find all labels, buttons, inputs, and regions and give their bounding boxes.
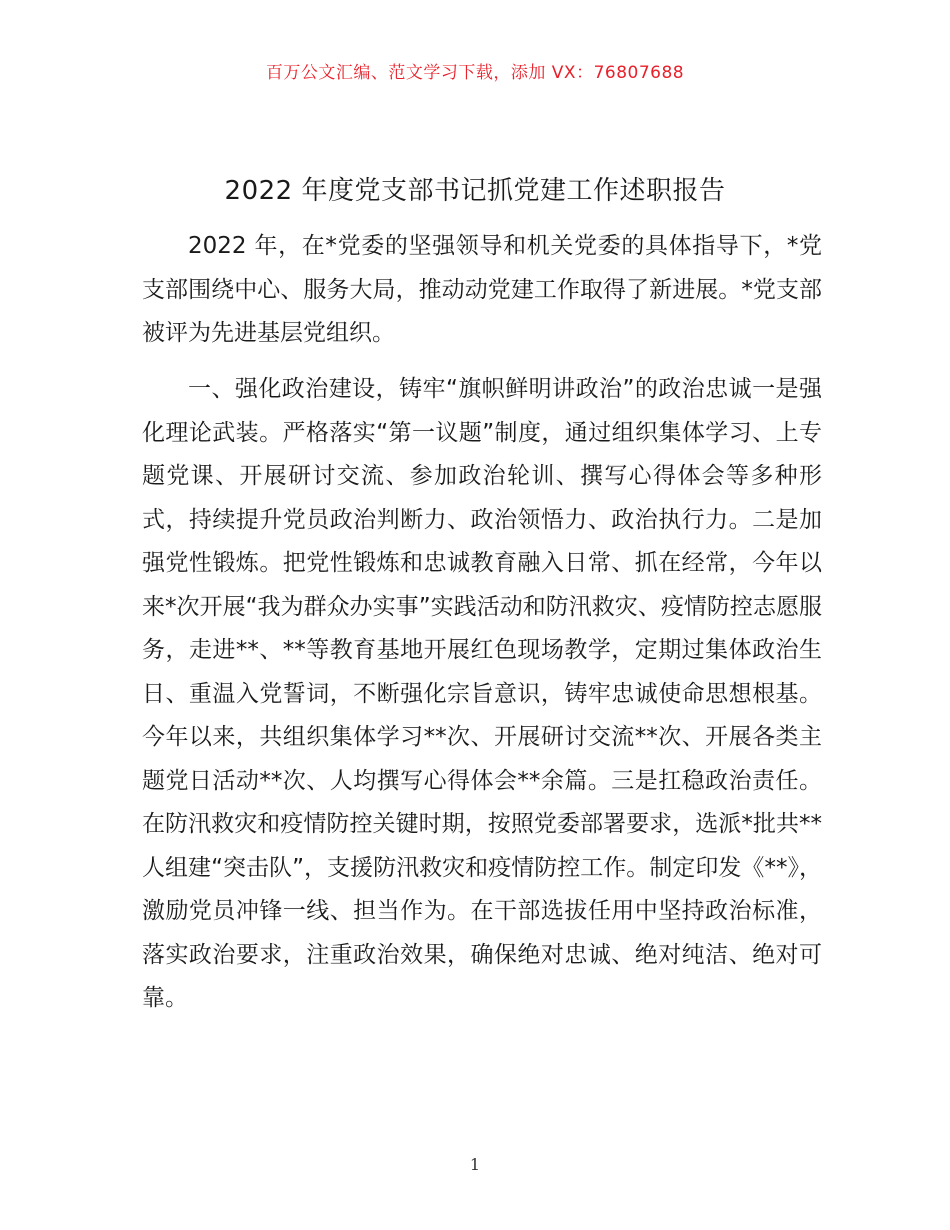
header-watermark-note: 百万公文汇编、范文学习下载，添加 VX：76807688 xyxy=(265,63,685,83)
section-one-paragraph: 一、强化政治建设，铸牢“旗帜鲜明讲政治”的政治忠诚一是强化理论武装。严格落实“第一议题”制度，通过组织集体学习、上专题党课、开展研讨交流、参加政治轮训、撰写心得体会等多种形式，持续提升党员政治判断力、政治领悟力、政治执行力。二是加强党性锻炼。把党性锻炼和忠诚教育融入日常、抓在经常，今年以来*次开展“我为群众办实事”实践活动和防汛救灾、疫情防控志愿服务，走进**、**等教育基地开展红色现场教学，定期过集体政治生日、重温入党誓词，不断强化宗旨意识，铸牢忠诚使命思想根基。今年以来，共组织集体学习**次、开展研讨交流**次、开展各类主题党日活动**次、人均撰写心得体会**余篇。三是扛稳政治责任。在防汛救灾和疫情防控关键时期，按照党委部署要求，选派*批共**人组建“突击队”，支援防汛救灾和疫情防控工作。制定印发《**》，激励党员冲锋一线、担当作为。在干部选拔任用中坚持政治标准，落实政治要求，注重政治效果，确保绝对忠诚、绝对纯洁、绝对可靠。 xyxy=(142,376,822,1011)
document-title: 2022 年度党支部书记抓党建工作述职报告 xyxy=(224,176,726,206)
page-number: 1 xyxy=(469,1155,481,1174)
intro-paragraph: 2022 年，在*党委的坚强领导和机关党委的具体指导下，*党支部围绕中心、服务大局，推动动党建工作取得了新进展。*党支部被评为先进基层党组织。 xyxy=(142,233,822,346)
